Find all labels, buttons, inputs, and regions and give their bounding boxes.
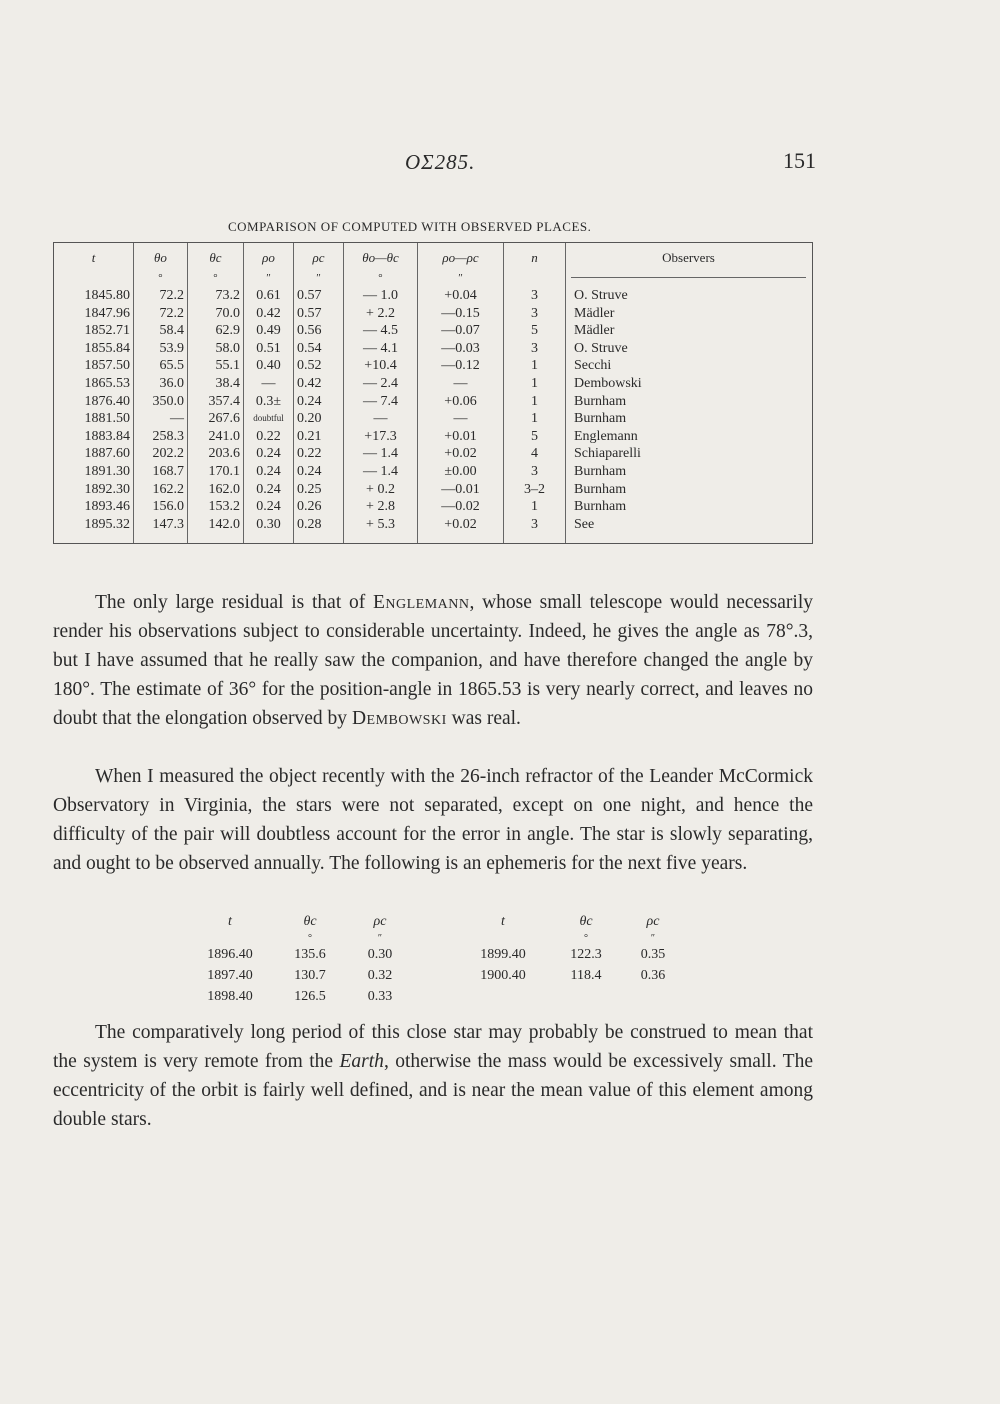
table-cell: 72.2 bbox=[159, 288, 184, 303]
cells bbox=[294, 287, 343, 533]
table-cell: 0.22 bbox=[256, 428, 281, 444]
table-cell: 1883.84 bbox=[84, 428, 130, 444]
observer-name: Englemann bbox=[372, 592, 470, 613]
column-header: ρc bbox=[312, 250, 325, 265]
eph-values bbox=[628, 944, 678, 986]
table-cell: 0.26 bbox=[297, 499, 322, 515]
table-cell: 72.2 bbox=[159, 305, 184, 321]
column-rho-o bbox=[244, 243, 294, 543]
table-cell: 357.4 bbox=[208, 393, 240, 409]
table-cell: 267.6 bbox=[208, 411, 240, 427]
eph-unit: ″ bbox=[650, 933, 656, 944]
table-cell: + 5.3 bbox=[366, 516, 395, 532]
column-header: ρo—ρc bbox=[442, 250, 479, 265]
observer-name: Dembowski bbox=[351, 708, 447, 729]
table-cell: 0.61 bbox=[256, 288, 281, 303]
table-cell: 1 bbox=[531, 411, 538, 427]
unit-label: ″ bbox=[458, 272, 463, 284]
table-cell: Burnham bbox=[574, 411, 627, 427]
table-cell: 202.2 bbox=[152, 446, 184, 462]
table-cell: —0.01 bbox=[441, 481, 480, 497]
table-cell: 3 bbox=[531, 463, 538, 479]
table-cell: 0.24 bbox=[297, 463, 322, 479]
eph-col-t bbox=[468, 914, 538, 986]
table-cell: —0.03 bbox=[441, 340, 480, 356]
eph-unit: ° bbox=[308, 933, 312, 944]
column-header: θc bbox=[209, 250, 222, 265]
eph-header: ρc bbox=[373, 914, 387, 929]
eph-header: t bbox=[228, 914, 232, 929]
table-cell: 0.40 bbox=[256, 358, 281, 374]
ephemeris-value: 1899.40 bbox=[480, 947, 526, 962]
table-cell: 162.2 bbox=[152, 481, 184, 497]
column-header: θo bbox=[154, 250, 167, 265]
eph-header: θc bbox=[303, 914, 317, 929]
table-cell: 1857.50 bbox=[84, 358, 130, 374]
unit-label: ″ bbox=[316, 272, 321, 284]
table-cell: 73.2 bbox=[215, 288, 240, 303]
table-cell: 3–2 bbox=[524, 481, 545, 497]
table-cell: 58.0 bbox=[215, 340, 240, 356]
table-cell: 350.0 bbox=[152, 393, 184, 409]
table-cell: 1895.32 bbox=[84, 516, 130, 532]
comparison-table bbox=[53, 242, 813, 544]
table-cell: 53.9 bbox=[159, 340, 184, 356]
eph-values bbox=[280, 944, 340, 1007]
table-cell: 4 bbox=[531, 446, 538, 462]
table-cell: 1 bbox=[531, 393, 538, 409]
table-cell: 0.24 bbox=[256, 463, 281, 479]
unit-label: ″ bbox=[266, 272, 271, 284]
table-cell: 55.1 bbox=[215, 358, 240, 374]
table-cell: + 2.2 bbox=[366, 305, 395, 321]
table-cell: O. Struve bbox=[574, 288, 628, 303]
table-cell: 0.3± bbox=[255, 393, 282, 409]
table-cell: — 7.4 bbox=[363, 393, 398, 409]
eph-unit bbox=[468, 934, 538, 944]
table-cell: 1847.96 bbox=[84, 305, 130, 321]
eph-col-rho bbox=[355, 914, 405, 1007]
ephemeris-value: 0.36 bbox=[640, 968, 666, 983]
cells bbox=[244, 287, 293, 533]
column-header: θo—θc bbox=[362, 250, 399, 265]
table-cell: 0.57 bbox=[297, 288, 322, 303]
table-cell: Burnham bbox=[574, 499, 627, 515]
paragraph-conclusion bbox=[53, 1018, 813, 1134]
table-cell: 0.30 bbox=[256, 516, 281, 532]
table-cell: 0.54 bbox=[297, 340, 322, 356]
table-cell: — 4.5 bbox=[363, 323, 398, 339]
column-t bbox=[54, 243, 134, 543]
eph-values bbox=[195, 944, 265, 1007]
table-cell: 0.51 bbox=[256, 340, 281, 356]
eph-header: ρc bbox=[646, 914, 660, 929]
table-cell: 1 bbox=[531, 358, 538, 374]
eph-col-t bbox=[195, 914, 265, 1007]
table-cell: — 4.1 bbox=[363, 340, 398, 356]
table-cell: 1881.50 bbox=[84, 411, 130, 427]
column-header: n bbox=[531, 250, 538, 265]
table-cell: 5 bbox=[531, 323, 538, 339]
table-cell: + 0.2 bbox=[366, 481, 395, 497]
table-cell: Dembowski bbox=[574, 375, 642, 391]
ephemeris-value: 118.4 bbox=[570, 968, 602, 983]
cells bbox=[344, 287, 417, 533]
table-cell: 168.7 bbox=[152, 463, 184, 479]
table-cell: 1855.84 bbox=[84, 340, 130, 356]
table-cell: +17.3 bbox=[364, 428, 397, 444]
eph-unit: ″ bbox=[377, 933, 383, 944]
table-cell: 156.0 bbox=[152, 499, 184, 515]
table-cell: 38.4 bbox=[215, 375, 240, 391]
table-cell: — bbox=[453, 375, 468, 391]
table-cell: Mädler bbox=[574, 323, 615, 339]
table-cell: 0.20 bbox=[297, 411, 322, 427]
table-cell: 1852.71 bbox=[84, 323, 130, 339]
text: , otherwise the mass would be excessively small. The eccentricity of the orbit is fairly well defined, and is near the mean value of this element among double stars. bbox=[53, 1051, 813, 1130]
table-caption: COMPARISON OF COMPUTED WITH OBSERVED PLACES. bbox=[228, 219, 592, 234]
table-cell: 1 bbox=[531, 499, 538, 515]
table-cell: Burnham bbox=[574, 393, 627, 409]
table-cell: 0.24 bbox=[256, 499, 281, 515]
table-cell: 0.42 bbox=[256, 305, 281, 321]
column-rho-c bbox=[294, 243, 344, 543]
text: The comparatively long period of this close star may probably be construed to mean that the system is very remote from the bbox=[53, 1022, 813, 1072]
ephemeris-value: 0.33 bbox=[367, 989, 393, 1004]
column-header: t bbox=[91, 250, 96, 265]
column-header: Observers bbox=[662, 250, 715, 265]
table-cell: See bbox=[574, 516, 595, 532]
eph-values bbox=[556, 944, 616, 986]
ephemeris-value: 1896.40 bbox=[207, 947, 253, 962]
eph-values bbox=[355, 944, 405, 1007]
table-cell: 0.28 bbox=[297, 516, 322, 532]
ephemeris-value: 122.3 bbox=[570, 947, 602, 962]
table-cell: 70.0 bbox=[215, 305, 240, 321]
table-cell: 1893.46 bbox=[84, 499, 130, 515]
table-cell: — 1.4 bbox=[363, 446, 398, 462]
cells bbox=[566, 287, 811, 533]
table-cell: 1892.30 bbox=[84, 481, 130, 497]
table-cell: Schiaparelli bbox=[574, 446, 641, 462]
unit-label: ° bbox=[158, 272, 163, 284]
table-cell: — bbox=[261, 375, 276, 391]
table-cell: — 1.4 bbox=[363, 463, 398, 479]
header-rule bbox=[571, 277, 806, 278]
table-cell: —0.07 bbox=[441, 323, 480, 339]
table-cell: 36.0 bbox=[159, 375, 184, 391]
ephemeris-value: 1897.40 bbox=[207, 968, 253, 983]
column-observers bbox=[566, 243, 811, 543]
column-theta-c bbox=[188, 243, 244, 543]
ephemeris-value: 0.32 bbox=[367, 968, 393, 983]
table-cell: 62.9 bbox=[215, 323, 240, 339]
paragraph-residual bbox=[53, 588, 813, 733]
table-cell: 1876.40 bbox=[84, 393, 130, 409]
table-cell: — 1.0 bbox=[363, 288, 398, 303]
table-cell: 0.24 bbox=[256, 446, 281, 462]
table-cell: 3 bbox=[531, 340, 538, 356]
table-cell: Burnham bbox=[574, 481, 627, 497]
ephemeris-value: 130.7 bbox=[294, 968, 326, 983]
table-cell: 1887.60 bbox=[84, 446, 130, 462]
table-cell: +0.02 bbox=[444, 446, 477, 462]
ephemeris-value: 126.5 bbox=[294, 989, 326, 1004]
column-rho-diff bbox=[418, 243, 504, 543]
paragraph-measurement: When I measured the object recently with the 26-inch refractor of the Leander McCormick Observatory in Virginia, the stars were not separated, except on one night, and hence the difficulty of the pair will doubtless account for the error in angle. The star is slowly separating, and ought to be observed annually. The following is an ephemeris for the next five years. bbox=[53, 766, 813, 874]
table-cell: Englemann bbox=[574, 428, 638, 444]
table-cell: 241.0 bbox=[208, 428, 240, 444]
table-cell: 153.2 bbox=[208, 499, 240, 515]
text: was real. bbox=[446, 708, 521, 729]
unit-label bbox=[566, 273, 811, 287]
ephemeris-value: 0.35 bbox=[640, 947, 666, 962]
table-cell: 1891.30 bbox=[84, 463, 130, 479]
eph-col-theta bbox=[556, 914, 616, 986]
earth-word: Earth bbox=[339, 1051, 384, 1072]
unit-label: ° bbox=[213, 272, 218, 284]
table-cell: doubtful bbox=[253, 413, 284, 424]
eph-header: t bbox=[501, 914, 505, 929]
table-cell: 0.25 bbox=[297, 481, 322, 497]
table-cell: 147.3 bbox=[152, 516, 184, 532]
cells bbox=[188, 287, 243, 533]
table-cell: 0.42 bbox=[297, 375, 322, 391]
table-cell: 0.21 bbox=[297, 428, 322, 444]
cells bbox=[54, 287, 133, 533]
table-cell: ±0.00 bbox=[444, 463, 477, 479]
table-cell: 142.0 bbox=[208, 516, 240, 532]
table-cell: Mädler bbox=[574, 305, 615, 321]
table-cell: —0.12 bbox=[441, 358, 480, 374]
column-theta-diff bbox=[344, 243, 418, 543]
table-cell: — bbox=[453, 411, 468, 427]
page-number: 151 bbox=[783, 148, 816, 173]
cells bbox=[504, 287, 565, 533]
table-cell: 5 bbox=[531, 428, 538, 444]
table-cell: +0.06 bbox=[444, 393, 477, 409]
table-cell: +0.04 bbox=[444, 288, 477, 303]
eph-unit bbox=[195, 934, 265, 944]
unit-label: ° bbox=[378, 272, 383, 284]
page-header-title: OΣ285. bbox=[405, 150, 476, 174]
unit-label bbox=[54, 273, 133, 287]
ephemeris-value: 1900.40 bbox=[480, 968, 526, 983]
table-cell: — 2.4 bbox=[363, 375, 398, 391]
table-cell: +0.02 bbox=[444, 516, 477, 532]
table-cell: 0.57 bbox=[297, 305, 322, 321]
table-cell: 0.22 bbox=[297, 446, 322, 462]
table-cell: 3 bbox=[531, 288, 538, 303]
table-cell: —0.02 bbox=[441, 499, 480, 515]
table-cell: 258.3 bbox=[152, 428, 184, 444]
table-cell: + 2.8 bbox=[366, 499, 395, 515]
eph-header: θc bbox=[579, 914, 593, 929]
table-cell: +0.01 bbox=[444, 428, 477, 444]
table-cell: O. Struve bbox=[574, 340, 628, 356]
text: The only large residual is that of bbox=[95, 592, 373, 613]
column-theta-o bbox=[134, 243, 188, 543]
eph-col-theta bbox=[280, 914, 340, 1007]
eph-col-rho bbox=[628, 914, 678, 986]
table-cell: 0.52 bbox=[297, 358, 322, 374]
ephemeris-value: 135.6 bbox=[294, 947, 326, 962]
text: , whose small telescope would necessarily render his observations subject to considerable uncertainty. Indeed, he gives the angle as 78°.3, but I have assumed that he really saw the companion, and have therefore changed the angle by 180°. The estimate of 36° for the position-angle in 1865.53 is very nearly correct, and leaves no doubt that the elongation observed by bbox=[53, 592, 813, 729]
table-cell: 1 bbox=[531, 375, 538, 391]
table-cell: Burnham bbox=[574, 463, 627, 479]
column-n bbox=[504, 243, 566, 543]
table-cell: 170.1 bbox=[208, 463, 240, 479]
ephemeris-value: 1898.40 bbox=[207, 989, 253, 1004]
table-cell: 1845.80 bbox=[84, 288, 130, 303]
table-cell: 3 bbox=[531, 516, 538, 532]
table-cell: 203.6 bbox=[208, 446, 240, 462]
eph-values bbox=[468, 944, 538, 986]
table-cell: 0.24 bbox=[256, 481, 281, 497]
column-header: ρo bbox=[262, 250, 275, 265]
cells bbox=[418, 287, 503, 533]
table-cell: — bbox=[170, 411, 184, 427]
unit-label bbox=[504, 273, 565, 287]
ephemeris-value: 0.30 bbox=[367, 947, 393, 962]
eph-unit: ° bbox=[584, 933, 588, 944]
table-cell: 1865.53 bbox=[84, 375, 130, 391]
table-cell: 58.4 bbox=[159, 323, 184, 339]
table-cell: 3 bbox=[531, 305, 538, 321]
table-cell: 65.5 bbox=[159, 358, 184, 374]
cells bbox=[134, 287, 187, 533]
table-cell: 0.24 bbox=[297, 393, 322, 409]
table-cell: 162.0 bbox=[208, 481, 240, 497]
table-cell: — bbox=[373, 411, 388, 427]
table-cell: 0.49 bbox=[256, 323, 281, 339]
table-cell: 0.56 bbox=[297, 323, 322, 339]
table-cell: +10.4 bbox=[364, 358, 397, 374]
table-cell: —0.15 bbox=[441, 305, 480, 321]
table-cell: Secchi bbox=[574, 358, 612, 374]
